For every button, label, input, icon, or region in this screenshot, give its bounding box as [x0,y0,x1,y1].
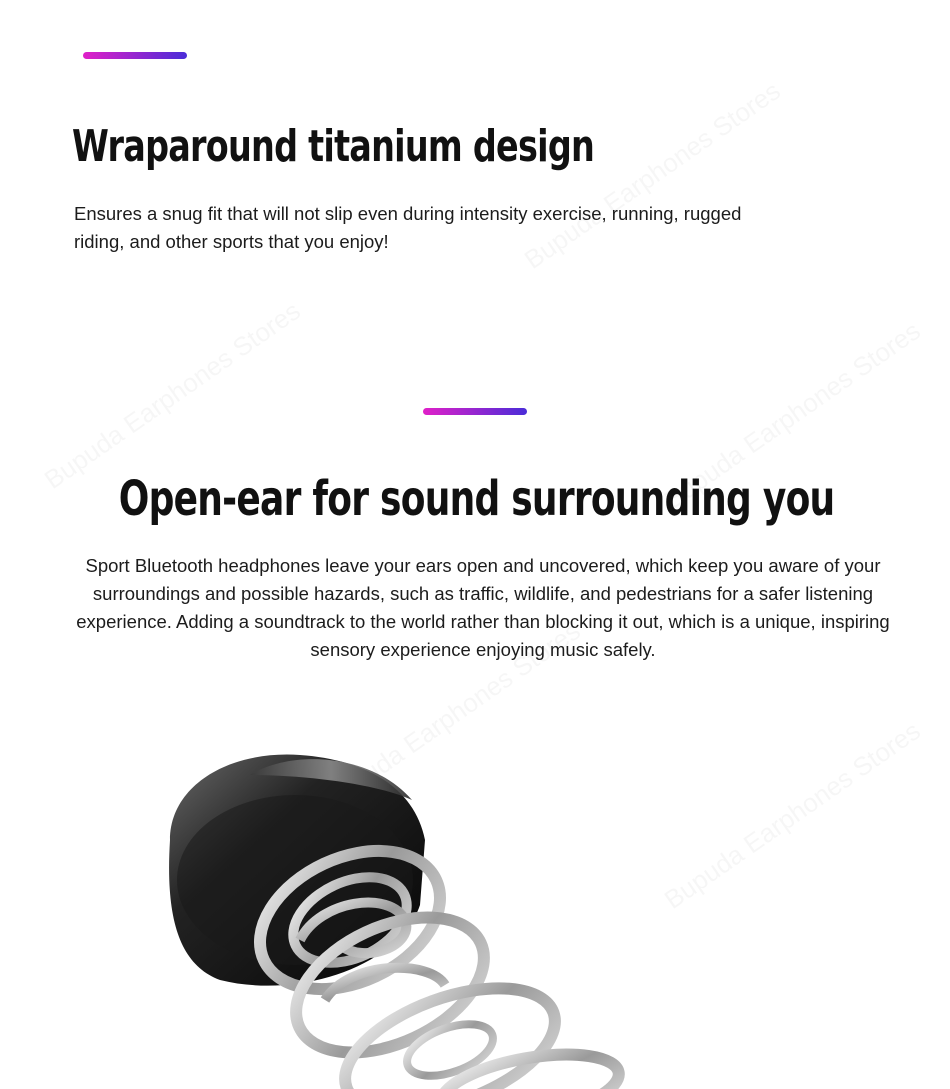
earbud-exploded-illustration [150,730,650,1089]
section-body-open-ear: Sport Bluetooth headphones leave your ears open and uncovered, which keep you aware of your surroundings and possible hazards, such as traffic, wildlife, and pedestrians for a safer listening experience. Adding a soundtrack to the world rather than blocking it out, which is a unique, inspiring sensory experience enjoying music safely. [76,555,890,660]
watermark-5 [659,715,927,915]
accent-bar-middle [423,408,527,415]
section-title-wraparound: Wraparound titanium design [72,121,595,172]
watermark-2 [39,295,307,495]
section-body-wraparound: Ensures a snug fit that will not slip even during intensity exercise, running, rugged riding, and other sports that you enjoy! [74,203,742,252]
accent-bar-top [83,52,187,59]
section-title-open-ear: Open-ear for sound surrounding you [118,471,835,527]
